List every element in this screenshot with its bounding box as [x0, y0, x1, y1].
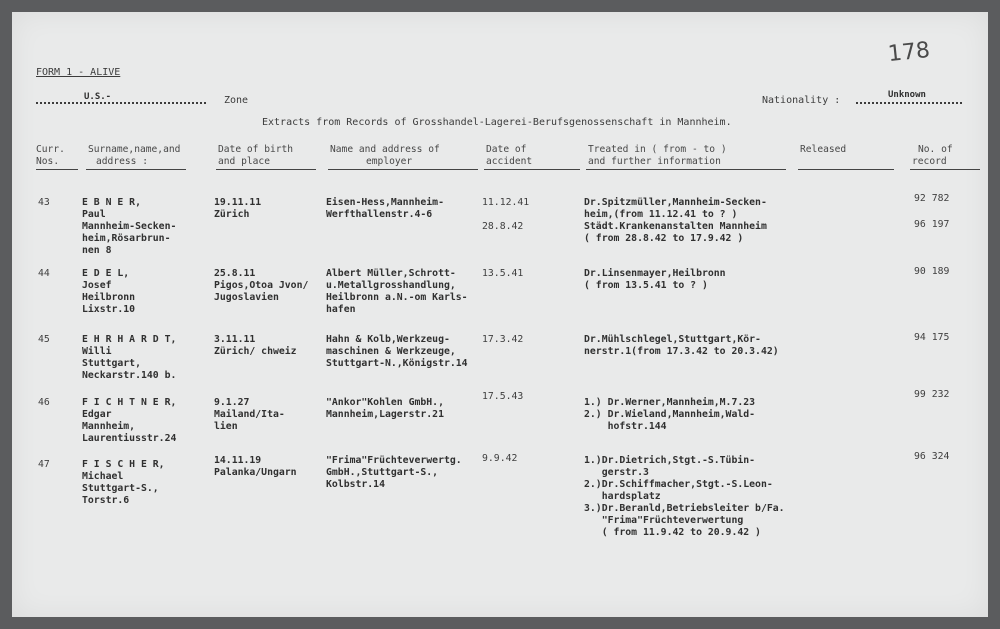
col-record	[912, 144, 953, 168]
row-employer-line: Albert Müller,Schrott-	[326, 268, 456, 279]
document-sheet	[12, 12, 988, 617]
row-birth-line: Mailand/Ita-	[214, 409, 285, 420]
row-birth-line: Pigos,Otoa Jvon/	[214, 280, 309, 291]
row-treated-line: "Frima"Früchteverwertung	[584, 515, 744, 526]
row-treated-line: 2.) Dr.Wieland,Mannheim,Wald-	[584, 409, 756, 420]
row-employer-line: Kolbstr.14	[326, 479, 385, 490]
row-accident-date: 13.5.41	[482, 268, 524, 279]
row-address-line: Mannheim,	[82, 421, 136, 432]
col-surname	[88, 144, 180, 168]
col-header-line: Curr.	[36, 144, 65, 155]
row-birth-line: Palanka/Ungarn	[214, 467, 297, 478]
row-record-number: 99 232	[914, 389, 950, 400]
row-address-line: heim,Rösarbrun-	[82, 233, 171, 244]
row-birth-line: 14.11.19	[214, 455, 262, 466]
row-birth-line: Jugoslavien	[214, 292, 279, 303]
row-treated-line: ( from 11.9.42 to 20.9.42 )	[584, 527, 761, 538]
nationality-label: Nationality :	[762, 95, 841, 106]
row-accident-date: 9.9.42	[482, 453, 518, 464]
row-treated-line: 3.)Dr.Beranld,Betriebsleiter b/Fa.	[584, 503, 785, 514]
col-header-line: and further information	[588, 156, 721, 167]
row-treated-line: Dr.Mühlschlegel,Stuttgart,Kör-	[584, 334, 761, 345]
row-employer-line: Mannheim,Lagerstr.21	[326, 409, 444, 420]
row-address-line: Neckarstr.140 b.	[82, 370, 177, 381]
row-address-line: Willi	[82, 346, 112, 357]
row-surname: F I C H T N E R,	[82, 397, 177, 408]
col-header-line: Date of	[486, 144, 527, 155]
row-address-line: nen 8	[82, 245, 112, 256]
row-treated-line: nerstr.1(from 17.3.42 to 20.3.42)	[584, 346, 779, 357]
row-birth-line: 9.1.27	[214, 397, 250, 408]
col-header-line: No. of	[918, 144, 953, 155]
col-header-line: accident	[486, 156, 533, 167]
row-number: 44	[38, 268, 50, 279]
row-address-line: Lixstr.10	[82, 304, 136, 315]
zone-value: U.S.-	[84, 92, 112, 102]
col-header-line: Treated in ( from - to )	[588, 144, 727, 155]
row-record-number: 96 324	[914, 451, 950, 462]
zone-label: Zone	[224, 95, 249, 106]
row-employer-line: "Frima"Früchteverwertg.	[326, 455, 462, 466]
row-address-line: Mannheim-Secken-	[82, 221, 177, 232]
col-header-line: record	[912, 156, 947, 167]
row-surname: E B N E R,	[82, 197, 141, 208]
row-record-number: 94 175	[914, 332, 950, 343]
col-treated	[588, 144, 727, 168]
header-rule	[36, 169, 78, 170]
row-surname: E H R H A R D T,	[82, 334, 177, 345]
row-birth-line: Zürich	[214, 209, 250, 220]
row-treated-line: 1.)Dr.Dietrich,Stgt.-S.Tübin-	[584, 455, 756, 466]
row-record-number: 90 189	[914, 266, 950, 277]
col-birth	[218, 144, 293, 168]
header-rule	[216, 169, 316, 170]
row-employer-line: GmbH.,Stuttgart-S.,	[326, 467, 439, 478]
col-employer	[330, 144, 440, 168]
row-treated-line: heim,(from 11.12.41 to ? )	[584, 209, 738, 220]
header-rule	[328, 169, 478, 170]
col-header-line: Name and address of	[330, 144, 440, 155]
page-number: 178	[886, 37, 932, 68]
row-number: 46	[38, 397, 50, 408]
row-birth-line: 19.11.11	[214, 197, 262, 208]
col-released	[800, 144, 846, 156]
header-rule	[910, 169, 980, 170]
row-treated-line: ( from 13.5.41 to ? )	[584, 280, 708, 291]
row-employer-line: maschinen & Werkzeuge,	[326, 346, 456, 357]
row-employer-line: hafen	[326, 304, 356, 315]
row-address-line: Laurentiusstr.24	[82, 433, 177, 444]
row-address-line: Josef	[82, 280, 112, 291]
form-label: FORM 1 - ALIVE	[36, 67, 121, 78]
row-treated-line: Dr.Linsenmayer,Heilbronn	[584, 268, 726, 279]
row-treated-line: 1.) Dr.Werner,Mannheim,M.7.23	[584, 397, 756, 408]
row-record-number: 96 197	[914, 219, 950, 230]
row-accident-date: 28.8.42	[482, 221, 524, 232]
row-birth-line: 25.8.11	[214, 268, 256, 279]
col-header-line: Nos.	[36, 156, 60, 167]
header-rule	[484, 169, 580, 170]
row-accident-date: 17.5.43	[482, 391, 524, 402]
row-treated-line: 2.)Dr.Schiffmacher,Stgt.-S.Leon-	[584, 479, 773, 490]
row-employer-line: Stuttgart-N.,Königstr.14	[326, 358, 468, 369]
row-treated-line: ( from 28.8.42 to 17.9.42 )	[584, 233, 744, 244]
row-employer-line: u.Metallgrosshandlung,	[326, 280, 456, 291]
col-header-line: Released	[800, 144, 847, 155]
row-employer-line: "Ankor"Kohlen GmbH.,	[326, 397, 444, 408]
col-header-line: address :	[96, 156, 148, 167]
row-birth-line: 3.11.11	[214, 334, 256, 345]
row-number: 47	[38, 459, 50, 470]
col-header-line: and place	[218, 156, 270, 167]
header-rule	[798, 169, 894, 170]
row-treated-line: Städt.Krankenanstalten Mannheim	[584, 221, 767, 232]
row-address-line: Stuttgart-S.,	[82, 483, 159, 494]
row-employer-line: Heilbronn a.N.-om Karls-	[326, 292, 468, 303]
col-header-line: Surname,name,and	[88, 144, 181, 155]
row-number: 45	[38, 334, 50, 345]
row-address-line: Paul	[82, 209, 106, 220]
row-employer-line: Hahn & Kolb,Werkzeug-	[326, 334, 450, 345]
row-address-line: Stuttgart,	[82, 358, 141, 369]
row-record-number: 92 782	[914, 193, 950, 204]
col-header-line: Date of birth	[218, 144, 294, 155]
row-treated-line: Dr.Spitzmüller,Mannheim-Secken-	[584, 197, 767, 208]
zone-dotted-line	[36, 102, 206, 104]
row-surname: F I S C H E R,	[82, 459, 165, 470]
row-number: 43	[38, 197, 50, 208]
col-curr-nos	[36, 144, 65, 168]
row-surname: E D E L,	[82, 268, 130, 279]
col-accident	[486, 144, 532, 168]
nationality-dotted-line	[856, 102, 962, 104]
row-accident-date: 11.12.41	[482, 197, 530, 208]
document-title: Extracts from Records of Grosshandel-Lagerei-Berufsgenossenschaft in Mannheim.	[262, 117, 732, 128]
nationality-value: Unknown	[888, 90, 926, 100]
col-header-line: employer	[366, 156, 413, 167]
row-address-line: Edgar	[82, 409, 112, 420]
row-treated-line: hofstr.144	[584, 421, 667, 432]
header-rule	[86, 169, 186, 170]
row-treated-line: gerstr.3	[584, 467, 649, 478]
row-birth-line: lien	[214, 421, 238, 432]
row-accident-date: 17.3.42	[482, 334, 524, 345]
row-address-line: Heilbronn	[82, 292, 136, 303]
row-address-line: Michael	[82, 471, 124, 482]
row-treated-line: hardsplatz	[584, 491, 661, 502]
row-birth-line: Zürich/ chweiz	[214, 346, 297, 357]
row-address-line: Torstr.6	[82, 495, 130, 506]
row-employer-line: Werfthallenstr.4-6	[326, 209, 433, 220]
header-rule	[586, 169, 786, 170]
row-employer-line: Eisen-Hess,Mannheim-	[326, 197, 444, 208]
